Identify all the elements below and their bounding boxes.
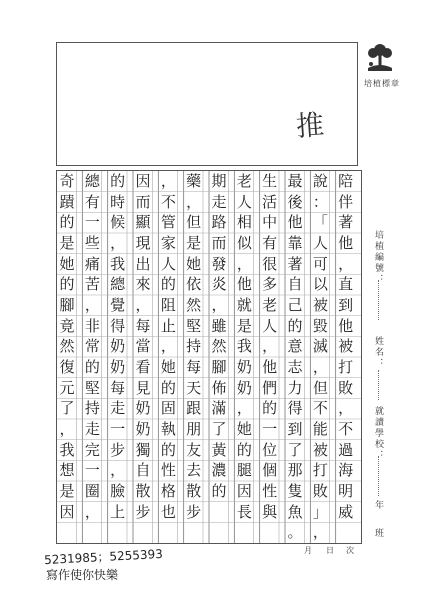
essay-column: 奇 蹟 的 是 她 的 腳 竟 然 復 元 了 ， 我 想 是 因 bbox=[59, 172, 75, 521]
essay-column: 生 活 中 有 很 多 老 人 ， 他 們 的 一 位 個 性 與 bbox=[262, 172, 278, 521]
school-line bbox=[378, 456, 379, 496]
month-label: 月 bbox=[304, 546, 312, 555]
name-line bbox=[378, 370, 379, 400]
grade-mark: 推 bbox=[294, 108, 326, 143]
class-label: 班 bbox=[373, 528, 383, 539]
teacher-id-line bbox=[378, 280, 379, 320]
times-label: 次 bbox=[346, 546, 354, 555]
logo-text: 培植標章 bbox=[364, 79, 400, 88]
phone-ids: 5231985；5255393 bbox=[43, 546, 164, 568]
essay-column: 最 後 他 靠 著 自 己 的 意 志 力 得 到 了 那 隻 魚 。 bbox=[287, 172, 303, 542]
grade-label: 年 bbox=[373, 500, 383, 511]
school-label: 就讀學校： bbox=[373, 406, 383, 461]
essay-column: 老 人 相 似 ， 他 就 是 我 奶 奶 ， 她 的 腿 因 長 bbox=[236, 172, 252, 521]
writing-grid bbox=[56, 170, 362, 544]
tree-logo-icon bbox=[362, 38, 398, 74]
name-label: 姓名： bbox=[373, 336, 383, 369]
essay-column: 藥 ， 但 是 她 依 然 堅 持 每 天 跟 朋 友 去 散 步 bbox=[186, 172, 202, 521]
essay-column: 說 ： 「 人 可 以 被 毀 滅 ， 但 不 能 被 打 敗 」 ， bbox=[312, 172, 328, 542]
essay-column: 總 有 一 些 痛 苦 ， 非 常 的 堅 持 走 完 一 圈 ， bbox=[84, 172, 100, 521]
essay-column: ， 不 管 家 人 的 阻 止 ， 她 的 固 執 的 性 格 也 bbox=[160, 172, 176, 521]
essay-column: 因 而 顯 現 出 來 ， 每 當 看 見 奶 奶 獨 自 散 步 bbox=[135, 172, 151, 521]
teacher-id-label: 培植編號： bbox=[373, 230, 383, 285]
essay-column: 期 走 路 而 發 炎 ， 雖 然 腳 佈 滿 了 黃 濃 的 bbox=[211, 172, 227, 500]
essay-column: 的 時 候 ， 我 總 覺 得 奶 奶 每 走 一 步 ， 臉 上 bbox=[110, 172, 126, 521]
slogan: 寫作使你快樂 bbox=[46, 568, 119, 582]
day-label: 日 bbox=[326, 546, 334, 555]
essay-column: 陪 伴 著 他 ， 直 到 他 被 打 敗 ， 不 過 海 明 威 bbox=[338, 172, 354, 521]
